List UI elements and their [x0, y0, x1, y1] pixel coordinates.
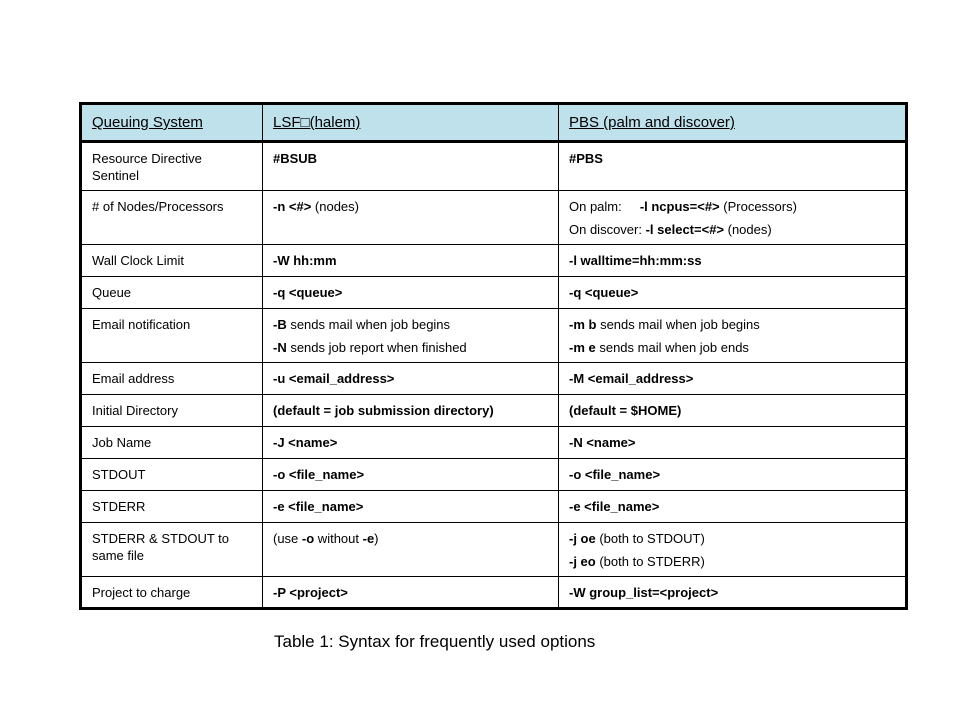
option-text: without — [314, 531, 363, 546]
lsf-cell — [263, 427, 559, 459]
lsf-cell-line — [273, 150, 548, 167]
pbs-cell — [559, 191, 907, 245]
option-flag: -N <name> — [569, 435, 636, 450]
option-flag: -e — [362, 531, 375, 546]
option-flag: (default = $HOME) — [569, 403, 682, 418]
pbs-cell-line — [569, 402, 895, 419]
option-flag: -q <queue> — [273, 285, 343, 300]
lsf-cell-line — [273, 498, 548, 515]
pbs-cell — [559, 523, 907, 577]
option-flag: -W group_list=<project> — [569, 585, 719, 600]
table-row — [81, 363, 907, 395]
table-row — [81, 277, 907, 309]
row-label: Project to charge — [81, 577, 263, 609]
row-label: STDERR & STDOUT to same file — [81, 523, 263, 577]
lsf-cell-line — [273, 466, 548, 483]
syntax-table — [79, 102, 908, 610]
pbs-cell-line — [569, 252, 895, 269]
row-label: Email address — [81, 363, 263, 395]
pbs-cell — [559, 491, 907, 523]
table-row — [81, 491, 907, 523]
pbs-cell — [559, 427, 907, 459]
option-flag: -j eo — [569, 554, 596, 569]
option-text: (both to STDOUT) — [595, 531, 705, 546]
option-text: sends mail when job ends — [595, 340, 749, 355]
pbs-cell-line — [569, 466, 895, 483]
option-flag: -e <file_name> — [273, 499, 364, 514]
lsf-cell — [263, 245, 559, 277]
option-flag: #BSUB — [273, 151, 318, 166]
pbs-cell-line — [569, 530, 895, 547]
pbs-cell-line — [569, 284, 895, 301]
option-flag: -n <#> — [273, 199, 312, 214]
lsf-cell — [263, 395, 559, 427]
row-label: Job Name — [81, 427, 263, 459]
option-flag: -j oe — [569, 531, 596, 546]
table-row — [81, 427, 907, 459]
pbs-cell — [559, 142, 907, 191]
table-header-row — [81, 104, 907, 142]
lsf-cell-line — [273, 316, 548, 333]
table-row — [81, 459, 907, 491]
row-label: Queue — [81, 277, 263, 309]
option-flag: -q <queue> — [569, 285, 639, 300]
lsf-cell-line — [273, 402, 548, 419]
row-label: STDERR — [81, 491, 263, 523]
table-row — [81, 577, 907, 609]
pbs-cell — [559, 395, 907, 427]
lsf-cell — [263, 459, 559, 491]
pbs-cell-line — [569, 553, 895, 570]
pbs-cell-line — [569, 434, 895, 451]
header-pbs — [559, 104, 907, 142]
option-flag: -P <project> — [273, 585, 348, 600]
lsf-cell-line — [273, 339, 548, 356]
option-flag: -e <file_name> — [569, 499, 660, 514]
option-flag: -o — [301, 531, 315, 546]
option-text: sends mail when job begins — [286, 317, 451, 332]
pbs-cell-line — [569, 370, 895, 387]
option-text: ) — [374, 531, 379, 546]
pbs-cell-line — [569, 150, 895, 167]
lsf-cell — [263, 577, 559, 609]
table-body — [81, 142, 907, 609]
lsf-cell — [263, 523, 559, 577]
header-queuing-system — [81, 104, 263, 142]
lsf-cell — [263, 277, 559, 309]
row-label: Resource Directive Sentinel — [81, 142, 263, 191]
pbs-cell — [559, 459, 907, 491]
table-row — [81, 245, 907, 277]
lsf-cell-line — [273, 252, 548, 269]
row-label: STDOUT — [81, 459, 263, 491]
lsf-cell-line — [273, 584, 548, 601]
option-text: (nodes) — [724, 222, 772, 237]
option-flag: -l select=<#> — [645, 222, 725, 237]
option-text: sends job report when finished — [286, 340, 467, 355]
lsf-cell — [263, 191, 559, 245]
pbs-cell — [559, 363, 907, 395]
row-label: Initial Directory — [81, 395, 263, 427]
option-flag: -N — [273, 340, 287, 355]
option-text: (Processors) — [719, 199, 797, 214]
lsf-cell-line — [273, 284, 548, 301]
lsf-cell-line — [273, 530, 548, 547]
option-text: (use — [273, 531, 302, 546]
table-caption: Table 1: Syntax for frequently used options — [274, 632, 596, 651]
option-flag: -l walltime=hh:mm:ss — [569, 253, 702, 268]
pbs-cell — [559, 277, 907, 309]
header-label: PBS (palm and discover) — [569, 114, 735, 131]
option-flag: -m b — [569, 317, 597, 332]
lsf-cell-line — [273, 370, 548, 387]
option-flag: (default = job submission directory) — [273, 403, 494, 418]
pbs-cell — [559, 309, 907, 363]
row-label: Wall Clock Limit — [81, 245, 263, 277]
option-flag: -J <name> — [273, 435, 338, 450]
header-lsf — [263, 104, 559, 142]
option-flag: -m e — [569, 340, 596, 355]
row-label: Email notification — [81, 309, 263, 363]
lsf-cell-line — [273, 434, 548, 451]
pbs-cell-line — [569, 498, 895, 515]
table-row — [81, 142, 907, 191]
lsf-cell-line — [273, 198, 548, 215]
table-row — [81, 395, 907, 427]
row-label: # of Nodes/Processors — [81, 191, 263, 245]
pbs-cell — [559, 577, 907, 609]
header-label: Queuing System — [92, 114, 203, 131]
option-flag: -l ncpus=<#> — [639, 199, 720, 214]
pbs-cell-line — [569, 198, 895, 215]
option-text: On palm: — [569, 199, 640, 214]
header-label: LSF□(halem) — [273, 114, 361, 131]
pbs-cell-line — [569, 316, 895, 333]
pbs-cell — [559, 245, 907, 277]
option-text: (nodes) — [311, 199, 359, 214]
option-text: (both to STDERR) — [595, 554, 705, 569]
option-flag: #PBS — [569, 151, 603, 166]
option-text: sends mail when job begins — [596, 317, 760, 332]
pbs-cell-line — [569, 221, 895, 238]
lsf-cell — [263, 142, 559, 191]
lsf-cell — [263, 309, 559, 363]
option-flag: -u <email_address> — [273, 371, 395, 386]
pbs-cell-line — [569, 339, 895, 356]
table-row — [81, 309, 907, 363]
pbs-cell-line — [569, 584, 895, 601]
option-flag: -W hh:mm — [273, 253, 337, 268]
lsf-cell — [263, 491, 559, 523]
option-text: On discover: — [569, 222, 646, 237]
lsf-cell — [263, 363, 559, 395]
option-flag: -M <email_address> — [569, 371, 694, 386]
option-flag: -B — [273, 317, 287, 332]
option-flag: -o <file_name> — [569, 467, 661, 482]
option-flag: -o <file_name> — [273, 467, 365, 482]
table-row — [81, 191, 907, 245]
table-row — [81, 523, 907, 577]
